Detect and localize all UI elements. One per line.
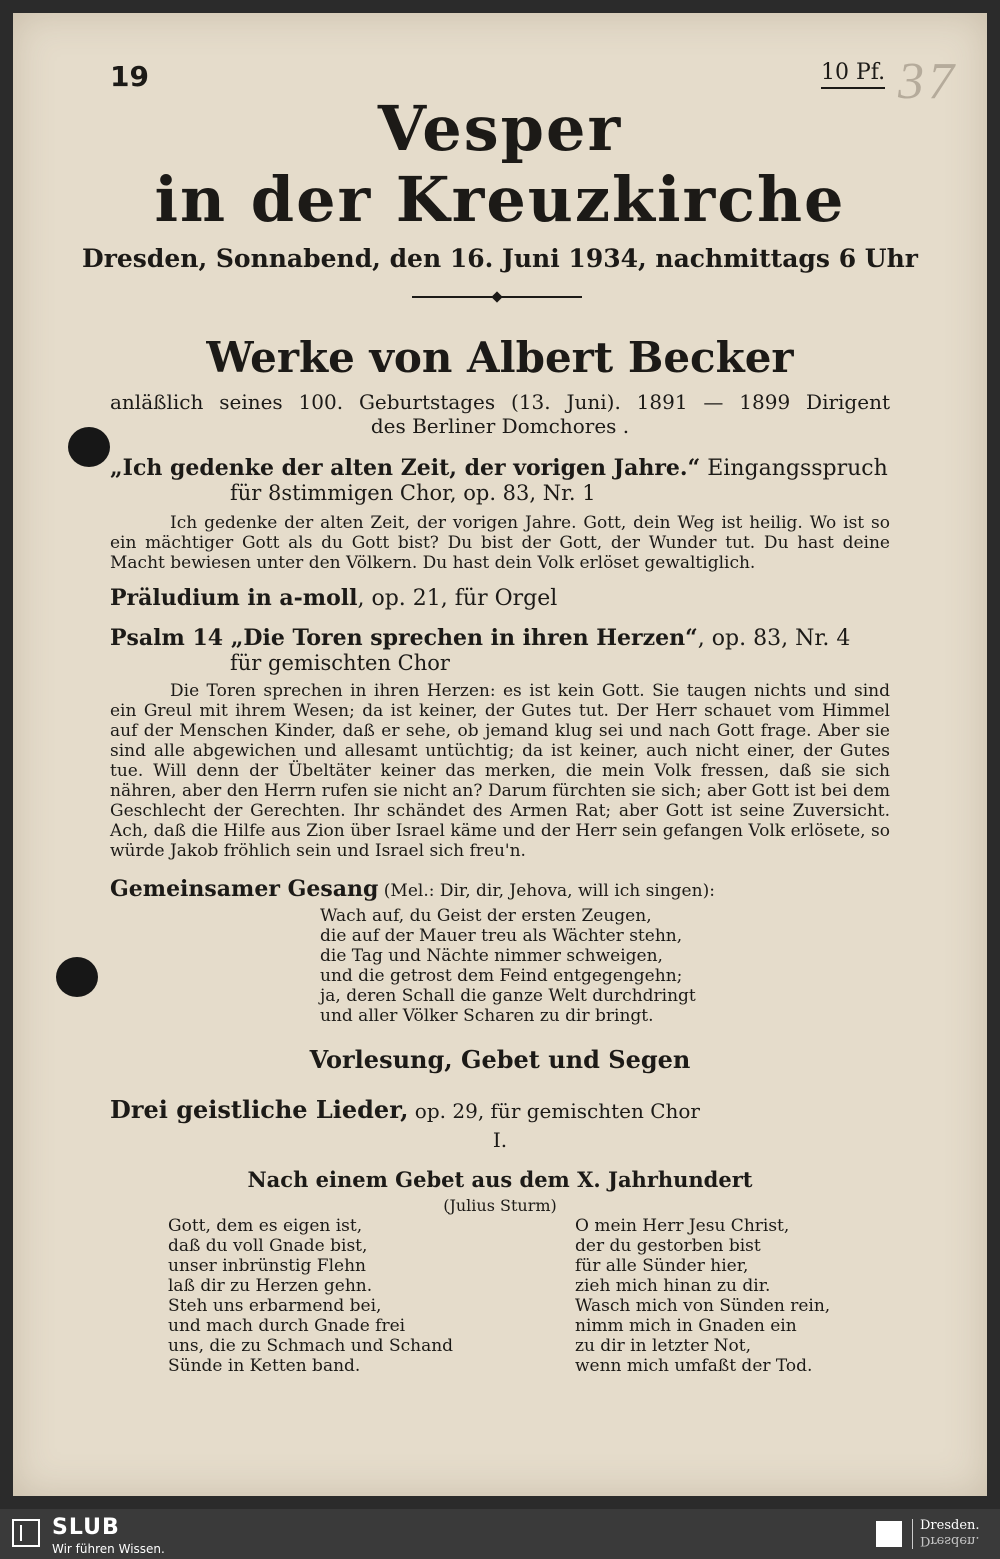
lyric-line: Gott, dem es eigen ist, bbox=[168, 1216, 363, 1236]
song-number: I. bbox=[492, 1128, 508, 1152]
item-subtitle: für 8stimmigen Chor, op. 83, Nr. 1 bbox=[230, 481, 596, 505]
verse-line: und die getrost dem Feind entgegengehn; bbox=[320, 966, 683, 986]
lyric-line: Steh uns erbarmend bei, bbox=[168, 1296, 382, 1316]
lyric-line: Sünde in Ketten band. bbox=[168, 1356, 361, 1376]
dresden-logo-line: Dresden. bbox=[920, 1518, 980, 1533]
program-item-3 bbox=[110, 625, 890, 861]
title-line-2: in der Kreuzkirche bbox=[154, 163, 846, 236]
item-suffix: , op. 83, Nr. 4 bbox=[697, 626, 851, 651]
dateline: Dresden, Sonnabend, den 16. Juni 1934, nachmittags 6 Uhr bbox=[82, 244, 918, 273]
lyric-line: laß dir zu Herzen gehn. bbox=[168, 1276, 373, 1296]
lyric-line: für alle Sünder hier, bbox=[575, 1256, 749, 1276]
program-item-4 bbox=[110, 876, 890, 902]
lyric-line: nimm mich in Gnaden ein bbox=[575, 1316, 797, 1336]
program-item-2 bbox=[110, 585, 890, 611]
song-title: Nach einem Gebet aus dem X. Jahrhundert bbox=[247, 1167, 753, 1192]
lyric-line: der du gestorben bist bbox=[575, 1236, 761, 1256]
item-text: Die Toren sprechen in ihren Herzen: es ist kein Gott. Sie taugen nichts und sind ein Greul mit ihrem Wesen; da ist keiner, der Gutes tut. Der Herr schauet vom Himmel auf der Menschen Kinder, daß er sehe, ob jemand klug sei und nach Gott frage. Aber sie sind alle abgewichen und allesamt untüchtig; da ist keiner, auch nicht einer, der Gutes tue. Will denn der Übeltäter keiner das merken, die mein Volk fressen, daß sie sich nähren, aber den Herrn rufen sie nicht an? Darum fürchten sie sich; aber Gott ist bei dem Geschlecht der Gerechten. Ihr schändet des Armen Rat; aber Gott ist seine Zuversicht. Ach, daß die Hilfe aus Zion über Israel käme und der Herr sein gefangen Volk erlösete, so würde Jakob fröhlich sein und Israel sich freu'n. bbox=[110, 681, 890, 861]
item-subtitle: für gemischten Chor bbox=[230, 651, 450, 675]
verse-line: Wach auf, du Geist der ersten Zeugen, bbox=[320, 906, 652, 926]
dresden-logo[interactable] bbox=[920, 1519, 980, 1547]
item-suffix: op. 29, für gemischten Chor bbox=[408, 1099, 700, 1123]
lyric-line: unser inbrünstig Flehn bbox=[168, 1256, 366, 1276]
viewer-footer bbox=[0, 1509, 1000, 1559]
footer-divider bbox=[912, 1519, 913, 1549]
lyric-line: daß du voll Gnade bist, bbox=[168, 1236, 368, 1256]
occasion-line-2: des Berliner Domchores . bbox=[370, 414, 630, 438]
item-title: Drei geistliche Lieder, bbox=[110, 1095, 409, 1124]
slub-logo-icon[interactable] bbox=[12, 1519, 40, 1547]
item-title: Präludium in a-moll bbox=[110, 585, 358, 611]
program-item-1 bbox=[110, 455, 890, 573]
lyric-line: uns, die zu Schmach und Schand bbox=[168, 1336, 454, 1356]
punch-hole bbox=[56, 957, 98, 997]
song-author: (Julius Sturm) bbox=[443, 1196, 557, 1215]
program-item-5: Vorlesung, Gebet und Segen bbox=[309, 1045, 691, 1074]
verse-line: und aller Völker Scharen zu dir bringt. bbox=[320, 1006, 654, 1026]
lyric-line: wenn mich umfaßt der Tod. bbox=[575, 1356, 813, 1376]
lyrics-column-right bbox=[575, 1216, 830, 1376]
occasion-line-1: anläßlich seines 100. Geburtstages (13. Juni). 1891 — 1899 Dirigent bbox=[110, 390, 890, 414]
verse-line: die Tag und Nächte nimmer schweigen, bbox=[320, 946, 663, 966]
page-number: 19 bbox=[110, 60, 149, 93]
lyric-line: O mein Herr Jesu Christ, bbox=[575, 1216, 790, 1236]
verse-line: ja, deren Schall die ganze Welt durchdringt bbox=[320, 986, 696, 1006]
dresden-crest-icon[interactable] bbox=[876, 1521, 902, 1547]
pencil-annotation: 37 bbox=[898, 53, 958, 110]
lyric-line: zieh mich hinan zu dir. bbox=[575, 1276, 771, 1296]
program-title: Werke von Albert Becker bbox=[206, 333, 794, 382]
program-item-6 bbox=[110, 1095, 890, 1124]
item-suffix: , op. 21, für Orgel bbox=[357, 586, 558, 611]
item-suffix: Eingangsspruch bbox=[700, 456, 888, 481]
item-suffix: (Mel.: Dir, dir, Jehova, will ich singen): bbox=[378, 881, 715, 901]
lyric-line: Wasch mich von Sünden rein, bbox=[575, 1296, 831, 1316]
item-title: Psalm 14 „Die Toren sprechen in ihren Herzen“ bbox=[110, 625, 698, 651]
lyrics-column-left bbox=[168, 1216, 453, 1376]
item-text: Ich gedenke der alten Zeit, der vorigen Jahre. Gott, dein Weg ist heilig. Wo ist so ein mächtiger Gott als du Gott bist? Du bist der Gott, der Wunder tut. Du hast deine Macht bewiesen unter den Völkern. Du hast dein Volk erlöset gewaltiglich. bbox=[110, 513, 890, 573]
slub-tagline: Wir führen Wissen. bbox=[52, 1542, 165, 1556]
verse-line: die auf der Mauer treu als Wächter stehn, bbox=[320, 926, 683, 946]
item-title: Gemeinsamer Gesang bbox=[110, 876, 379, 902]
dresden-logo-mirror: Dresden. bbox=[920, 1533, 980, 1548]
slub-name[interactable]: SLUB bbox=[52, 1515, 120, 1540]
lyric-line: und mach durch Gnade frei bbox=[168, 1316, 406, 1336]
lyric-line: zu dir in letzter Not, bbox=[575, 1336, 752, 1356]
hymn-verses bbox=[320, 906, 696, 1026]
item-title: „Ich gedenke der alten Zeit, der vorigen Jahre.“ bbox=[110, 455, 701, 481]
price-label: 10 Pf. bbox=[821, 60, 885, 89]
title-line-1: Vesper bbox=[377, 92, 623, 165]
